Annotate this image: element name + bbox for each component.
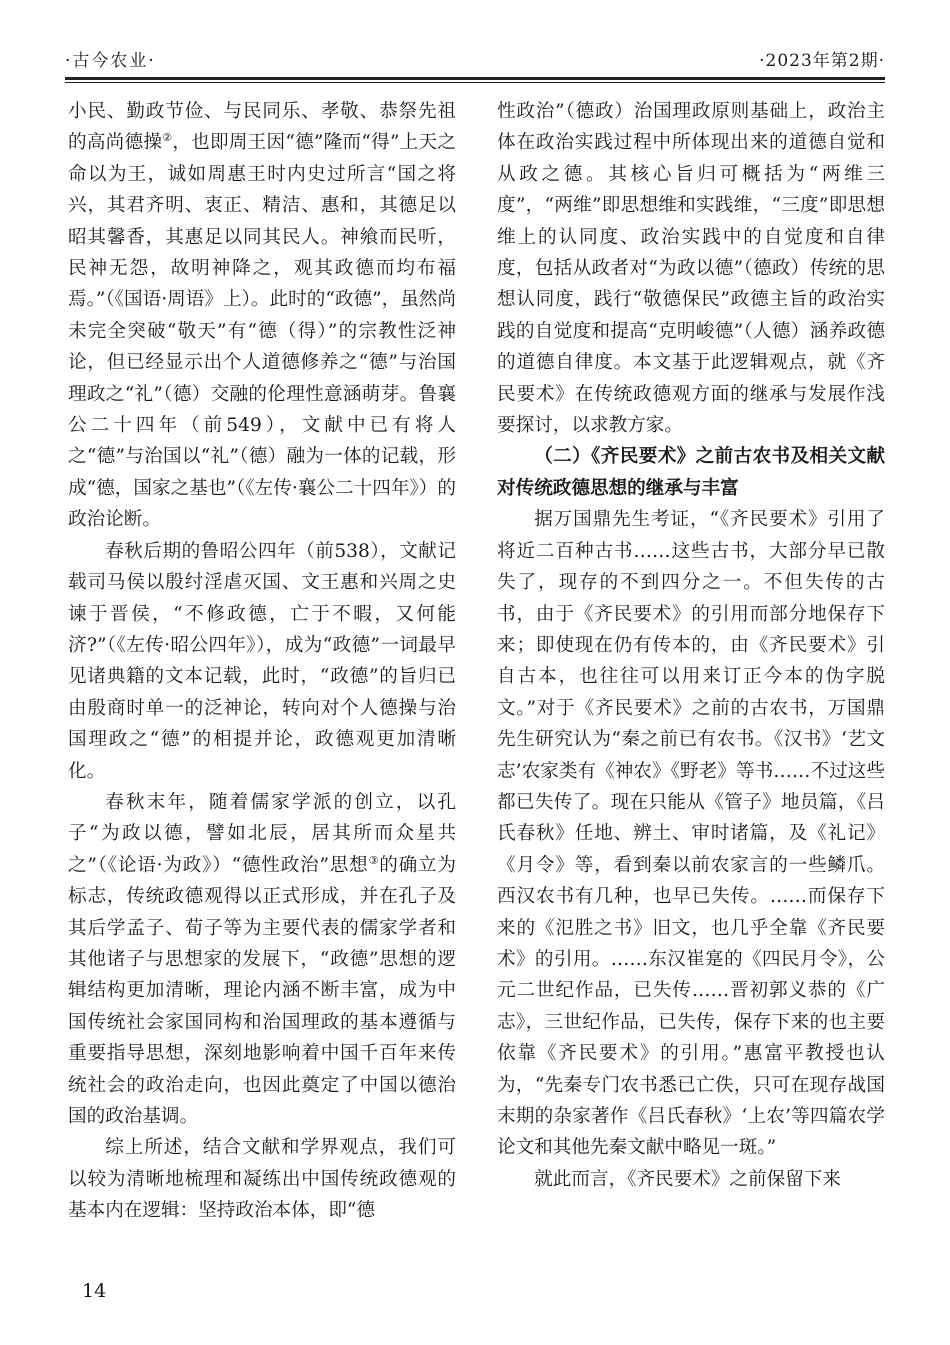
paragraph [68, 787, 456, 1132]
text-run: 的确立为标志，传统政德观得以正式形成，并在孔子及其后学孟子、荀子等为主要代表的儒家学者和其他诸子与思想家的发展下，“政德”思想的逻辑结构更加清晰，理论内涵不断丰富，成为中国传统社会家国同构和治国理政的基本遵循与重要指导思想，深刻地影响着中国千百年来传统社会的政治走向，也因此奠定了中国以德治国的政治基调。 [68, 854, 456, 1127]
header-rule-thin [65, 82, 885, 83]
header-rule-thick [65, 77, 885, 80]
paragraph: 就此而言，《齐民要术》之前保留下来 [534, 1168, 841, 1190]
issue-label: ·2023年第2期· [759, 51, 885, 71]
text-run: 春秋末年，随着儒家学派的创立，以孔子“为政以德，譬如北辰，居其所而众星共之”（《论语·为政》）“德性政治”思想 [68, 791, 456, 876]
paragraph: 春秋后期的鲁昭公四年（前538），文献记载司马侯以殷纣淫虐灭国、文王惠和兴周之史谏于晋侯，“不修政德，亡于不暇，又何能济?”（《左传·昭公四年》），成为“政德”一词最早见诸典籍的文本记载，此时，“政德”的旨归已由殷商时单一的泛神论，转向对个人德操与治国理政之“德”的相提并论，政德观更加清晰化。 [68, 540, 456, 782]
journal-name: ·古今农业· [65, 51, 156, 71]
paragraph: 综上所述，结合文献和学界观点，我们可以较为清晰地梳理和凝练出中国传统政德观的基本内在逻辑：坚持政治本体，即“德 [68, 1137, 456, 1222]
footnote-marker: ② [162, 131, 173, 145]
paragraph [68, 96, 456, 536]
left-column [68, 96, 456, 1227]
right-column [497, 96, 885, 1195]
section-heading: （二）《齐民要术》之前古农书及相关文献对传统政德思想的继承与丰富 [497, 446, 885, 499]
paragraph: 性政治”（德政）治国理政原则基础上，政治主体在政治实践过程中所体现出来的道德自觉和从政之德。其核心旨归可概括为“两维三度”，“两维”即思想维和实践维，“三度”即思想维上的认同度、政治实践中的自觉度和自律度，包括从政者对“为政以德”（德政）传统的思想认同度，践行“敬德保民”政德主旨的政治实践的自觉度和提高“克明峻德”（人德）涵养政德的道德自律度。本文基于此逻辑观点，就《齐民要术》在传统政德观方面的继承与发展作浅要探讨，以求教方家。 [497, 101, 885, 437]
paragraph: 据万国鼎先生考证，“《齐民要术》引用了将近二百种古书……这些古书，大部分早已散失了，现存的不到四分之一。不但失传的古书，由于《齐民要术》的引用而部分地保存下来；即使现在仍有传本的，由《齐民要术》引自古本，也往往可以用来订正今本的伪字脱文。”对于《齐民要术》之前的古农书，万国鼎先生研究认为“秦之前已有农书。《汉书》‘艺文志’农家类有《神农》《野老》等书……不过这些都已失传了。现在只能从《管子》地员篇，《吕氏春秋》任地、辨土、审时诸篇，及《礼记》《月令》等，看到秦以前农家言的一些鳞爪。西汉农书有几种，也早已失传。……而保存下来的《氾胜之书》旧文，也几乎全靠《齐民要术》的引用。……东汉崔寔的《四民月令》，公元二世纪作品，已失传……晋初郭义恭的《广志》，三世纪作品，已失传，保存下来的也主要依靠《齐民要术》的引用。”惠富平教授也认为，“先秦专门农书悉已亡佚，只可在现存战国末期的杂家著作《吕氏春秋》‘上农’等四篇农学论文和其他先秦文献中略见一斑。” [497, 509, 885, 1159]
page-number: 14 [82, 1280, 107, 1302]
text-run: 小民、勤政节俭、与民同乐、孝敬、恭祭先祖的高尚德操 [68, 101, 456, 154]
footnote-marker: ③ [368, 853, 380, 867]
text-run: ，也即周王因“德”隆而“得”上天之命以为王，诚如周惠王时内史过所言“国之将兴，其君齐明、衷正、精洁、惠和，其德足以昭其馨香，其惠足以同其民人。神飨而民听，民神无怨，故明神降之，观其政德而均布福焉。”（《国语·周语》上）。此时的“政德”，虽然尚未完全突破“敬天”有“德（得）”的宗教性泛神论，但已经显示出个人道德修养之“德”与治国理政之“礼”（德）交融的伦理性意涵萌芽。鲁襄公二十四年（前549），文献中已有将人之“德”与治国以“礼”（德）融为一体的记载，形成“德，国家之基也”（《左传·襄公二十四年》）的政治论断。 [68, 132, 456, 531]
